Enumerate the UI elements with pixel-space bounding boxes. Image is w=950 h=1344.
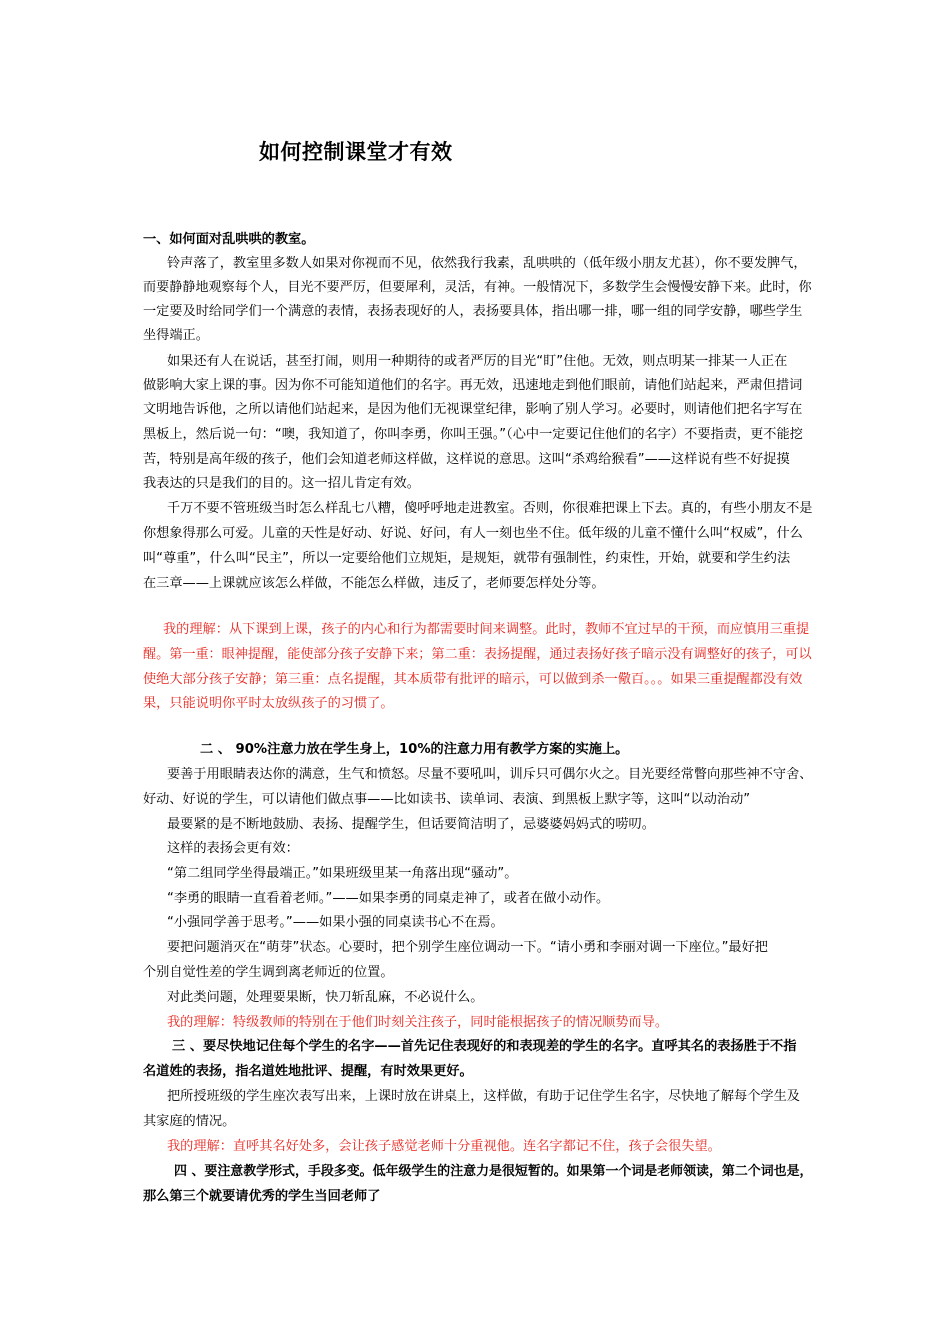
commentary-line: 我的理解：特级教师的特别在于他们时刻关注孩子，同时能根据孩子的情况顺势而导。 (167, 1015, 669, 1030)
section-heading-line: 一、如何面对乱哄哄的教室。 (143, 232, 315, 247)
document-title: 如何控制课堂才有效 (259, 140, 453, 164)
commentary-line: 果，只能说明你平时太放纵孩子的习惯了。 (143, 696, 394, 711)
paragraph-line: 文明地告诉他，之所以请他们站起来，是因为他们无视课堂纪律，影响了别人学习。必要时，则请他们把名字写在 (143, 402, 803, 417)
paragraph-line: 要把问题消灭在“萌芽”状态。心要时，把个别学生座位调动一下。“请小勇和李丽对调一下座位。”最好把 (167, 940, 768, 955)
paragraph-line: 把所授班级的学生座次表写出来，上课时放在讲桌上，这样做，有助于记住学生名字，尽快地了解每个学生及 (167, 1089, 800, 1104)
paragraph-line: 千万不要不管班级当时怎么样乱七八糟，傻呼呼地走进教室。否则，你很难把课上下去。真的，有些小朋友不是 (167, 501, 813, 516)
paragraph-line: 铃声落了，教室里多数人如果对你视而不见，依然我行我素，乱哄哄的（低年级小朋友尤甚），你不要发脾气， (167, 256, 807, 271)
commentary-line: 醒。第一重：眼神提醒，能使部分孩子安静下来；第二重：表扬提醒，通过表扬好孩子暗示没有调整好的孩子，可以 (143, 647, 812, 662)
paragraph-line: 如果还有人在说话，甚至打闹，则用一种期待的或者严厉的目光“盯”住他。无效，则点明某一排某一人正在 (167, 354, 788, 369)
paragraph-line: 叫“尊重”，什么叫“民主”，所以一定要给他们立规矩，是规矩，就带有强制性，约束性，开始，就要和学生约法 (143, 551, 791, 566)
paragraph-line: 这样的表扬会更有效： (167, 841, 299, 856)
paragraph-line: 你想象得那么可爱。儿童的天性是好动、好说、好问，有人一刻也坐不住。低年级的儿童不懂什么叫“权威”，什么 (143, 526, 803, 541)
paragraph-line: 对此类问题，处理要果断，快刀斩乱麻，不必说什么。 (167, 990, 484, 1005)
paragraph-line: “李勇的眼睛一直看着老师。”——如果李勇的同桌走神了，或者在做小动作。 (167, 891, 610, 906)
section-heading-line: 名道姓的表扬，指名道姓地批评、提醒，有时效果更好。 (143, 1064, 473, 1079)
paragraph-line: “第二组同学坐得最端正。”如果班级里某一角落出现“骚动”。 (167, 866, 518, 881)
paragraph-line: 黑板上，然后说一句：“噢，我知道了，你叫李勇，你叫王强。”（心中一定要记住他们的名字）不要指责，更不能挖 (143, 427, 803, 442)
paragraph-line: 一定要及时给同学们一个满意的表情，表扬表现好的人，表扬要具体，指出哪一排，哪一组的同学安静，哪些学生 (143, 304, 803, 319)
commentary-line: 我的理解：从下课到上课，孩子的内心和行为都需要时间来调整。此时，教师不宜过早的干预，而应慎用三重提 (163, 622, 810, 637)
section-heading-line: 那么第三个就要请优秀的学生当回老师了 (143, 1189, 381, 1204)
paragraph-line: “小强同学善于思考。”——如果小强的同桌读书心不在焉。 (167, 915, 504, 930)
commentary-line: 使绝大部分孩子安静；第三重：点名提醒，其本质带有批评的暗示，可以做到杀一儆百。。。如果三重提醒都没有效 (143, 672, 803, 687)
paragraph-line: 个别自觉性差的学生调到离老师近的位置。 (143, 965, 394, 980)
commentary-line: 我的理解：直呼其名好处多，会让孩子感觉老师十分重视他。连名字都记不住，孩子会很失望。 (167, 1139, 721, 1154)
paragraph-line: 最要紧的是不断地鼓励、表扬、提醒学生，但话要简洁明了，忌婆婆妈妈式的唠叨。 (167, 817, 655, 832)
paragraph-line: 在三章——上课就应该怎么样做，不能怎么样做，违反了，老师要怎样处分等。 (143, 576, 605, 591)
paragraph-line: 做影响大家上课的事。因为你不可能知道他们的名字。再无效，迅速地走到他们眼前，请他们站起来，严肃但措词 (143, 378, 803, 393)
paragraph-line: 坐得端正。 (143, 328, 209, 343)
paragraph-line: 苦，特别是高年级的孩子，他们会知道老师这样做，这样说的意思。这叫“杀鸡给猴看”——这样说有些不好捉摸 (143, 452, 790, 467)
paragraph-line: 我表达的只是我们的目的。这一招儿肯定有效。 (143, 476, 420, 491)
section-heading-line: 四 、要注意教学形式，手段多变。低年级学生的注意力是很短暂的。如果第一个词是老师领读，第二个词也是， (174, 1164, 813, 1179)
section-heading-line: 三 、要尽快地记住每个学生的名字——首先记住表现好的和表现差的学生的名字。直呼其名的表扬胜于不指 (172, 1039, 797, 1054)
section-heading-line: 二 、 90%注意力放在学生身上，10%的注意力用有教学方案的实施上。 (200, 742, 629, 757)
paragraph-line: 其家庭的情况。 (143, 1114, 236, 1129)
paragraph-line: 而要静静地观察每个人，目光不要严厉，但要犀利，灵活，有神。一般情况下，多数学生会慢慢安静下来。此时，你 (143, 280, 812, 295)
paragraph-line: 好动、好说的学生，可以请他们做点事——比如读书、读单词、表演、到黑板上默字等，这叫“以动治动” (143, 792, 751, 807)
paragraph-line: 要善于用眼睛表达你的满意，生气和愤怒。尽量不要吼叫，训斥只可偶尔火之。目光要经常瞥向那些神不守舍、 (167, 767, 813, 782)
